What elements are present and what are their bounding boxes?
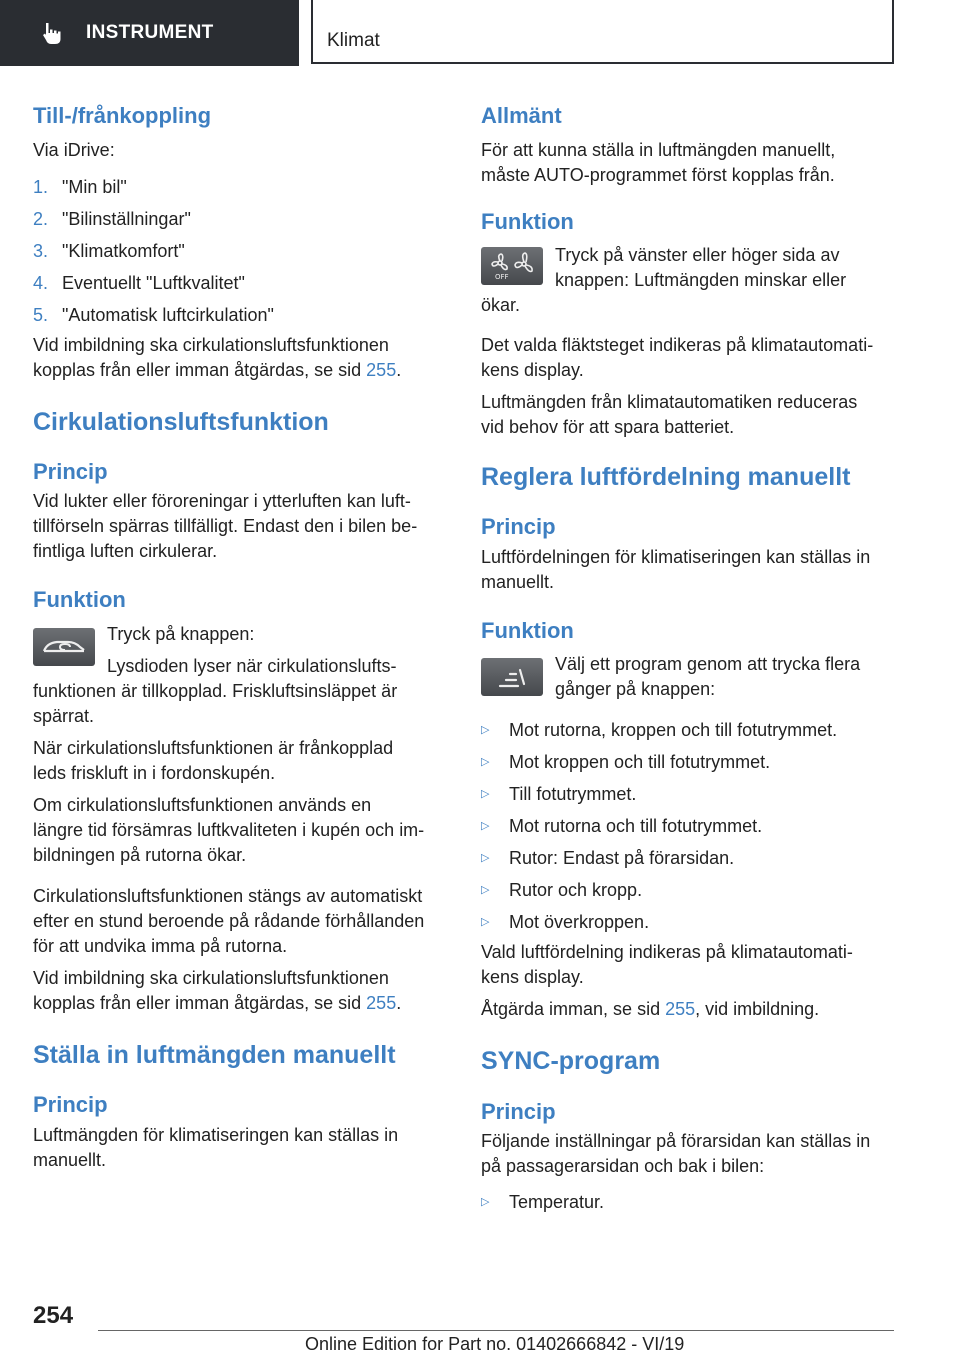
text-period: . bbox=[396, 992, 402, 1013]
chapter-tab-label: Klimat bbox=[327, 30, 380, 51]
heading-allmant: Allmänt bbox=[481, 103, 562, 128]
text-line: manuellt. bbox=[481, 571, 555, 592]
triangle-bullet-icon: ▷ bbox=[481, 1196, 490, 1208]
fan-rest-text: ökar. bbox=[481, 295, 521, 315]
atgarda-text bbox=[481, 997, 895, 1022]
list-item bbox=[33, 171, 447, 203]
sync-list bbox=[481, 1186, 895, 1218]
heading-princip: Princip bbox=[481, 514, 556, 540]
recirculation-car-icon bbox=[33, 628, 95, 666]
triangle-bullet-icon: ▷ bbox=[481, 884, 490, 897]
text-period: . bbox=[396, 359, 402, 380]
imbildning-note-1 bbox=[33, 333, 447, 383]
text-line: längre tid försämras luftkvaliteten i kupén och im- bbox=[33, 819, 425, 840]
imbildning-note-2 bbox=[33, 966, 447, 1016]
heading-funktion: Funktion bbox=[33, 587, 126, 613]
page-link-255[interactable]: 255 bbox=[665, 999, 696, 1020]
text-line: måste AUTO-programmet först kopplas från. bbox=[481, 164, 835, 185]
text-line: Vid imbildning ska cirkulationsluftsfunktionen bbox=[33, 334, 389, 355]
list-item bbox=[481, 778, 895, 810]
text-line: på passagerarsidan och bak i bilen: bbox=[481, 1156, 765, 1176]
heading-reglera-luftfordelning: Reglera luftfördelning manuellt bbox=[481, 463, 851, 491]
list-item-text: Rutor: Endast på förarsidan. bbox=[509, 848, 735, 869]
princip-text bbox=[481, 1129, 895, 1179]
step-text: "Bilinställningar" bbox=[62, 208, 191, 229]
list-item bbox=[481, 842, 895, 874]
section-tab-instrument bbox=[0, 0, 299, 66]
text-line: leds friskluft in i fordonskupén. bbox=[33, 762, 276, 783]
right-column bbox=[481, 100, 895, 1218]
step-number: 5. bbox=[33, 304, 49, 325]
step-number: 4. bbox=[33, 272, 49, 293]
section-tab-label: INSTRUMENT bbox=[86, 22, 214, 43]
heading-princip: Princip bbox=[33, 1092, 108, 1117]
text-line: Vid lukter eller föroreningar i ytterluften kan luft- bbox=[33, 491, 411, 512]
text-line: knappen: Luftmängden minskar eller bbox=[555, 270, 847, 290]
list-item-text: Till fotutrymmet. bbox=[509, 784, 637, 805]
fan-off-icon bbox=[481, 247, 543, 285]
text-line: gånger på knappen: bbox=[555, 679, 716, 700]
step-number: 2. bbox=[33, 208, 49, 229]
list-item bbox=[481, 1186, 895, 1218]
heading-stalla-in-luftmangden: Ställa in luftmängden manuellt bbox=[33, 1040, 396, 1069]
text-line: Tryck på vänster eller höger sida av bbox=[555, 245, 840, 265]
text-line: Det valda fläktsteget indikeras på klimatautomati- bbox=[481, 335, 874, 355]
list-item-text: Temperatur. bbox=[509, 1192, 605, 1212]
chapter-tab-klimat bbox=[311, 0, 894, 64]
valda-text bbox=[481, 333, 895, 383]
text-line: kens display. bbox=[481, 967, 584, 988]
princip-text bbox=[33, 1123, 447, 1173]
auto-text bbox=[33, 884, 447, 959]
page-header bbox=[0, 0, 960, 66]
via-idrive-text: Via iDrive: bbox=[33, 139, 115, 160]
text-line: kens display. bbox=[481, 360, 584, 380]
page-link-255[interactable]: 255 bbox=[366, 359, 397, 380]
text-line: Luftmängden för klimatiseringen kan ställas in bbox=[33, 1124, 399, 1145]
distribution-button-row bbox=[481, 652, 895, 702]
princip-text bbox=[33, 489, 447, 564]
step-text: "Automatisk luftcirkulation" bbox=[62, 304, 274, 325]
text-line: tillförseln spärras tillfälligt. Endast den i bilen be- bbox=[33, 516, 418, 537]
step-text: Eventuellt "Luftkvalitet" bbox=[62, 272, 245, 293]
heading-funktion: Funktion bbox=[481, 617, 574, 643]
text-line: Följande inställningar på förarsidan kan ställas in bbox=[481, 1131, 871, 1151]
text-line: Luftmängden från klimatautomatiken reduceras bbox=[481, 392, 858, 412]
text-line: Åtgärda imman, se sid bbox=[481, 999, 666, 1020]
list-item-text: Mot rutorna, kroppen och till fotutrymmet. bbox=[509, 720, 838, 741]
list-item-text: Rutor och kropp. bbox=[509, 880, 643, 901]
heading-cirkulationsluftsfunktion: Cirkulationsluftsfunktion bbox=[33, 407, 329, 436]
text-line: för att undvika imma på rutorna. bbox=[33, 935, 288, 956]
text-line: spärrat. bbox=[33, 705, 95, 726]
triangle-bullet-icon: ▷ bbox=[481, 852, 490, 865]
valj-text bbox=[555, 652, 860, 702]
triangle-bullet-icon: ▷ bbox=[481, 916, 490, 929]
step-number: 3. bbox=[33, 240, 49, 261]
lysdioden-rest-text bbox=[33, 679, 447, 729]
triangle-bullet-icon: ▷ bbox=[481, 788, 490, 801]
text-line: För att kunna ställa in luftmängden manuellt, bbox=[481, 139, 836, 160]
princip-text bbox=[481, 545, 895, 595]
lysdioden-text: Lysdioden lyser när cirkulationslufts- bbox=[107, 655, 397, 676]
text-line: vid behov för att spara batteriet. bbox=[481, 417, 735, 437]
text-line: manuellt. bbox=[33, 1149, 107, 1170]
heading-funktion: Funktion bbox=[481, 208, 574, 234]
recirc-button-row bbox=[33, 622, 447, 679]
list-item-text: Mot överkroppen. bbox=[509, 912, 650, 933]
list-item bbox=[481, 810, 895, 842]
idrive-steps-list bbox=[33, 171, 447, 331]
triangle-bullet-icon: ▷ bbox=[481, 724, 490, 737]
list-item-text: Mot rutorna och till fotutrymmet. bbox=[509, 816, 763, 837]
heading-princip: Princip bbox=[33, 458, 108, 484]
pointing-hand-icon bbox=[40, 20, 66, 46]
nar-text bbox=[33, 736, 447, 786]
text-line: Vid imbildning ska cirkulationsluftsfunktionen bbox=[33, 967, 389, 988]
air-distribution-icon bbox=[481, 658, 543, 696]
text-line: efter en stund beroende på rådande förhållanden bbox=[33, 910, 425, 931]
page-link-255[interactable]: 255 bbox=[366, 992, 397, 1013]
triangle-bullet-icon: ▷ bbox=[481, 820, 490, 833]
allmant-text bbox=[481, 138, 895, 188]
text-line: När cirkulationsluftsfunktionen är frånkopplad bbox=[33, 737, 394, 758]
left-column bbox=[33, 100, 447, 1173]
distribution-options-list bbox=[481, 714, 895, 938]
list-item bbox=[481, 714, 895, 746]
fan-button-row bbox=[481, 243, 895, 293]
text-line: bildningen på rutorna ökar. bbox=[33, 844, 247, 865]
text-line: Om cirkulationsluftsfunktionen används en bbox=[33, 794, 372, 815]
list-item bbox=[481, 874, 895, 906]
text-line: kopplas från eller imman åtgärdas, se sid bbox=[33, 359, 367, 380]
step-text: "Min bil" bbox=[62, 176, 127, 197]
list-item-text: Mot kroppen och till fotutrymmet. bbox=[509, 752, 771, 773]
text-line: Vald luftfördelning indikeras på klimatautomati- bbox=[481, 942, 853, 963]
text-line: Cirkulationsluftsfunktionen stängs av automatiskt bbox=[33, 885, 423, 906]
tryck-text: Tryck på knappen: bbox=[107, 623, 255, 644]
heading-till-frankoppling: Till-/frånkoppling bbox=[33, 103, 212, 128]
list-item bbox=[33, 235, 447, 267]
triangle-bullet-icon: ▷ bbox=[481, 756, 490, 769]
footer-edition: Online Edition for Part no. 01402666842 - VI/19 bbox=[305, 1334, 685, 1354]
list-item bbox=[33, 267, 447, 299]
svg-text:OFF: OFF bbox=[495, 273, 509, 281]
heading-princip: Princip bbox=[481, 1098, 556, 1124]
page-number: 254 bbox=[33, 1302, 74, 1329]
fan-text bbox=[555, 243, 846, 293]
text-line: Luftfördelningen för klimatiseringen kan ställas in bbox=[481, 546, 871, 567]
list-item bbox=[33, 299, 447, 331]
text-line: kopplas från eller imman åtgärdas, se sid bbox=[33, 992, 367, 1013]
om-text bbox=[33, 793, 447, 868]
list-item bbox=[481, 906, 895, 938]
text-line: fintliga luften cirkulerar. bbox=[33, 541, 218, 562]
step-number: 1. bbox=[33, 176, 49, 197]
footer-divider bbox=[98, 1330, 894, 1331]
text-line: , vid imbildning. bbox=[695, 999, 820, 1020]
list-item bbox=[481, 746, 895, 778]
reduceras-text bbox=[481, 390, 895, 440]
heading-sync-program: SYNC-program bbox=[481, 1047, 661, 1076]
vald-text bbox=[481, 940, 895, 990]
list-item bbox=[33, 203, 447, 235]
text-line: Välj ett program genom att trycka flera bbox=[555, 654, 861, 675]
step-text: "Klimatkomfort" bbox=[62, 240, 185, 261]
text-line: funktionen är tillkopplad. Friskluftsinsläppet är bbox=[33, 680, 398, 701]
